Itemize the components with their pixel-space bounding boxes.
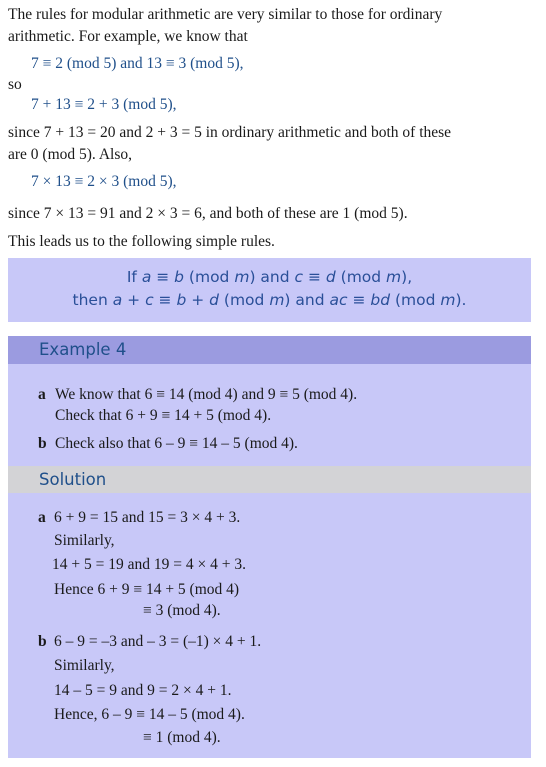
rule-line-2: then a + c ≡ b + d (mod m) and ac ≡ bd (mod m). — [72, 291, 467, 309]
intro-text-line-3: since 7 + 13 = 20 and 2 + 3 = 5 in ordinary arithmetic and both of these — [8, 124, 452, 141]
solution-a-line-2: Similarly, — [54, 532, 115, 549]
solution-b-line-4: Hence, 6 – 9 ≡ 14 – 5 (mod 4). — [54, 706, 245, 723]
equation-3: 7 × 13 ≡ 2 × 3 (mod 5), — [31, 173, 177, 190]
equation-1: 7 ≡ 2 (mod 5) and 13 ≡ 3 (mod 5), — [31, 55, 244, 72]
equation-2: 7 + 13 ≡ 2 + 3 (mod 5), — [31, 96, 177, 113]
example-title: Example 4 — [39, 340, 127, 359]
solution-part-b-label: b — [38, 633, 47, 650]
solution-b-line-1: 6 – 9 = –3 and – 3 = (–1) × 4 + 1. — [54, 633, 262, 650]
example-part-b-line-1: Check also that 6 – 9 ≡ 14 – 5 (mod 4). — [55, 435, 298, 452]
intro-text-line-6: This leads us to the following simple rules. — [8, 233, 275, 250]
solution-b-line-5: ≡ 1 (mod 4). — [143, 729, 221, 746]
rule-box — [8, 258, 531, 322]
solution-header — [8, 466, 531, 493]
example-part-a-label: a — [38, 386, 46, 403]
intro-text-line-4: are 0 (mod 5). Also, — [8, 146, 132, 163]
intro-text-line-1: The rules for modular arithmetic are very similar to those for ordinary — [8, 6, 443, 23]
intro-text-line-5: since 7 × 13 = 91 and 2 × 3 = 6, and both of these are 1 (mod 5). — [8, 205, 408, 222]
rule-line-1: If a ≡ b (mod m) and c ≡ d (mod m), — [126, 268, 413, 286]
solution-a-line-3: 14 + 5 = 19 and 19 = 4 × 4 + 3. — [52, 556, 246, 573]
example-part-a-line-2: Check that 6 + 9 ≡ 14 + 5 (mod 4). — [55, 407, 272, 424]
solution-b-line-3: 14 – 5 = 9 and 9 = 2 × 4 + 1. — [54, 682, 232, 699]
solution-a-line-5: ≡ 3 (mod 4). — [143, 602, 221, 619]
solution-title: Solution — [39, 470, 107, 489]
example-part-b-label: b — [38, 435, 47, 452]
example-header — [8, 336, 531, 364]
so-text: so — [8, 76, 22, 93]
intro-text-line-2: arithmetic. For example, we know that — [8, 28, 248, 45]
solution-part-a-label: a — [38, 509, 46, 526]
example-part-a-line-1: We know that 6 ≡ 14 (mod 4) and 9 ≡ 5 (mod 4). — [55, 386, 358, 403]
solution-a-line-1: 6 + 9 = 15 and 15 = 3 × 4 + 3. — [54, 509, 241, 526]
example-box — [8, 336, 531, 758]
solution-a-line-4: Hence 6 + 9 ≡ 14 + 5 (mod 4) — [54, 581, 240, 598]
solution-b-line-2: Similarly, — [54, 657, 115, 674]
